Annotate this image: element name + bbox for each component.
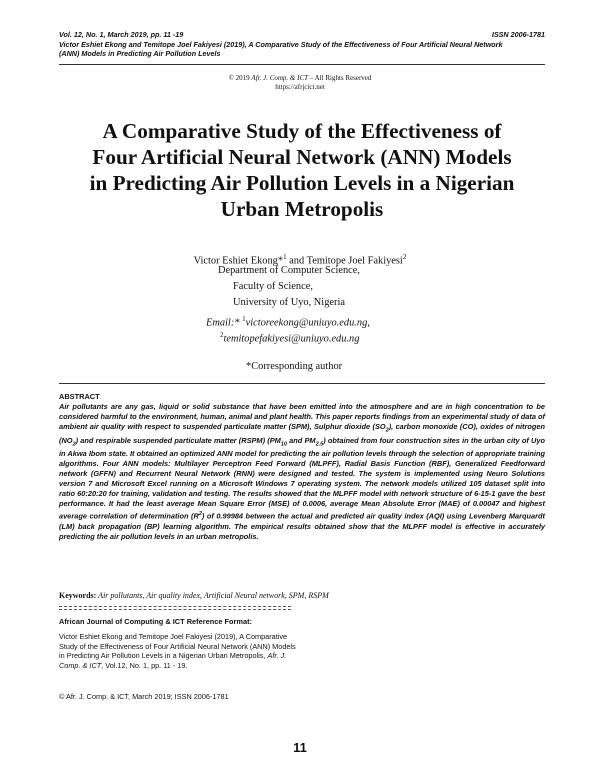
header-citation-line1: Victor Eshiet Ekong and Temitope Joel Fakiyesi (2019), A Comparative Study of the Effectiveness of Four Artificial Neural Network (59, 40, 503, 49)
title-line-1: A Comparative Study of the Effectiveness of (102, 119, 502, 143)
email-1[interactable]: victoreekong@uniuyo.edu.ng, (245, 317, 370, 329)
copyright-prefix: © 2019 (228, 74, 252, 82)
affiliation-dept: Department of Computer Science, (218, 265, 360, 276)
title-line-4: Urban Metropolis (220, 197, 384, 221)
author-1-sup: 1 (283, 253, 287, 261)
running-header (59, 30, 545, 39)
email-1-sup: 1 (242, 315, 246, 323)
title-line-2: Four Artificial Neural Network (ANN) Models (92, 145, 512, 169)
reference-divider-1 (59, 606, 291, 607)
page-number: 11 (293, 740, 307, 755)
reference-copyright: © Afr. J. Comp. & ICT, March 2019; ISSN 2006-1781 (59, 692, 229, 701)
reference-format-body: Victor Eshiet Ekong and Temitope Joel Fakiyesi (2019), A Comparative Study of the Effectiveness of Four Artificial Neural Network (ANN) Models in Predicting Air Pollution Levels in a Nigerian Urban Metropolis, Afr. J. Comp. & ICT, Vol.12, No. 1, pp. 11 - 19. (59, 632, 296, 670)
keywords-label: Keywords: (59, 591, 97, 600)
paper-title (60, 118, 544, 222)
issn: ISSN 2006-1781 (491, 30, 545, 39)
abstract-text: Air pollutants are any gas, liquid or solid substance that have been emitted into the atmosphere and are in high concentration to be considered harmful to the environment, human, animal and plant health. This paper reports findings from an experimental study of data of ambient air quality with respect to suspended particulate matter (SPM), Sulphur dioxide $(SO_2)$, carbon monoxide (CO), oxides of nitrogen $(NO_2)$ and respirable suspended particulate matter (RSPM) ($PM_{10}$ and $PM_{2.5}$) obtained from four construction sites in the urban city of Uyo in Akwa Ibom state. It obtained an optimized ANN model for predicting the air pollution levels through the selection of appropriate training algorithms. Four ANN models: Multilayer Perceptron Feed Forward (MLPFF), Radial Basis Function (RBF), Generalized Feedforward network (GFFN) and Recurrent Neural Network (RNN) were designed and tested. The system is implemented using Neuro Solutions version 7 and Microsoft Excel running on a Microsoft Windows 7 operating system. The network models utilized 105 dataset split into ratio 60:20:20 for training, validation and testing. The results showed that the MLPFF model with network structure of 6-15-1 gave the best performance. It had the least average Mean Square Error (MSE) of 0.0006, average Mean Absolute Error (MAE) of 0.00047 and highest average correlation of determination $(R^2)$ of 0.99984 between the actual and predicted air quality index (AQI) using Levenberg Marquardt (LM) back propagation (BP) learning algorithm. The empirical results obtained show that the MLPFF model is effective in accurately predicting the air pollution levels in an urban metropolis. (59, 402, 545, 542)
author-2-sup: 2 (402, 253, 407, 261)
journal-issue: Vol. 12, No. 1, March 2019, pp. 11 -19 (59, 30, 184, 39)
reference-format-heading: African Journal of Computing & ICT Reference Format: (59, 617, 252, 626)
copyright-journal: Afr. J. Comp. & ICT (251, 74, 309, 82)
corresponding-author: *Corresponding author (246, 361, 343, 372)
abstract-heading: ABSTRACT (59, 392, 100, 401)
email-label: Email:* (206, 317, 243, 329)
abstract-divider-top (59, 383, 545, 384)
author-2: and Temitope Joel Fakiyesi (286, 255, 403, 267)
copyright-suffix: – All Rights Reserved (308, 74, 372, 82)
journal-url[interactable]: https://afrjcict.net (275, 83, 325, 91)
email-2-sup: 2 (220, 331, 224, 339)
copyright-top (0, 74, 600, 92)
title-line-3: in Predicting Air Pollution Levels in a Nigerian (89, 171, 515, 195)
keywords-text: Air pollutants, Air quality index, Artificial Neural network, SPM, RSPM (96, 591, 329, 600)
header-divider (59, 64, 545, 65)
header-citation-line2: (ANN) Models in Predicting Air Pollution Levels (59, 49, 221, 58)
header-citation (59, 40, 545, 58)
email-2[interactable]: temitopefakiyesi@uniuyo.edu.ng (223, 333, 360, 345)
affiliation-faculty: Faculty of Science, (233, 281, 313, 292)
keywords (59, 591, 545, 601)
abstract (59, 392, 545, 542)
email-line-2 (0, 328, 600, 346)
affiliation-university: University of Uyo, Nigeria (233, 297, 345, 308)
author-1: Victor Eshiet Ekong* (193, 255, 284, 267)
reference-divider-2 (59, 609, 291, 610)
